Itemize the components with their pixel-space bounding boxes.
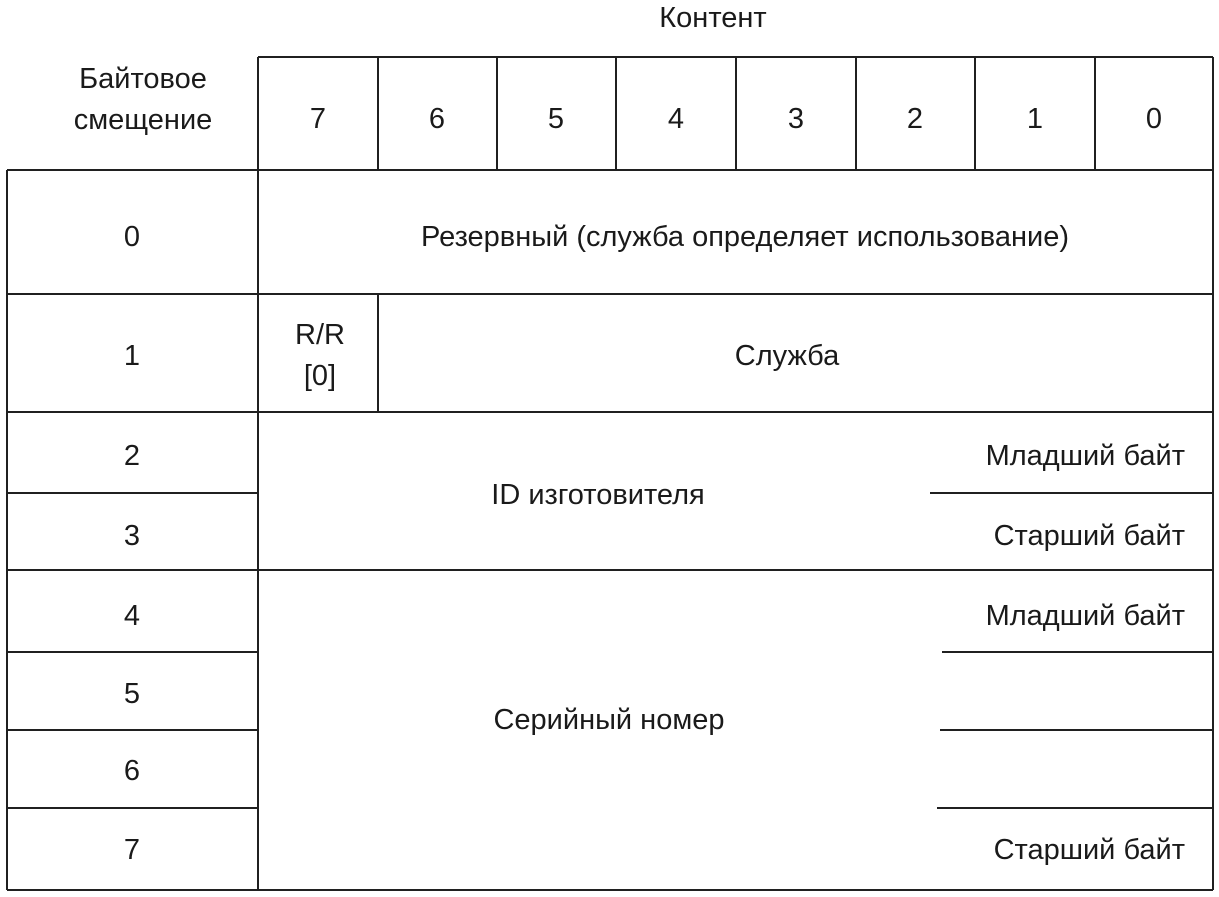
offset-label: 7 [123,834,141,866]
high-byte-label: Старший байт [993,834,1185,866]
offset-label: 3 [123,520,141,552]
high-byte-label: Старший байт [993,520,1185,552]
offset-label: 1 [123,340,141,372]
bit-label: 5 [547,103,565,135]
table-grid [7,57,1213,890]
offset-label: 4 [123,600,141,632]
content-label: Контент [659,2,767,34]
rr-bit-label-line-1: R/R [295,319,345,351]
low-byte-label: Младший байт [985,440,1185,472]
offset-label: 2 [123,440,141,472]
bit-label: 2 [906,103,924,135]
serial-number-label: Серийный номер [493,704,725,736]
manufacturer-id-label: ID изготовителя [491,479,705,511]
bit-label: 6 [428,103,446,135]
offset-label: 5 [123,678,141,710]
rr-bit-label-line-2: [0] [303,360,337,392]
offset-header-line-2: смещение [73,104,213,136]
bit-label: 1 [1026,103,1044,135]
offset-label: 6 [123,755,141,787]
bit-label: 3 [787,103,805,135]
offset-column [124,221,140,866]
bit-label: 4 [667,103,685,135]
offset-label: 0 [123,221,141,253]
offset-header-line-1: Байтовое [79,63,207,95]
reserved-field-label: Резервный (служба определяет использование) [421,221,1069,253]
bit-label: 0 [1145,103,1163,135]
bit-label: 7 [309,103,327,135]
service-field-label: Служба [734,340,840,372]
low-byte-label: Младший байт [985,600,1185,632]
